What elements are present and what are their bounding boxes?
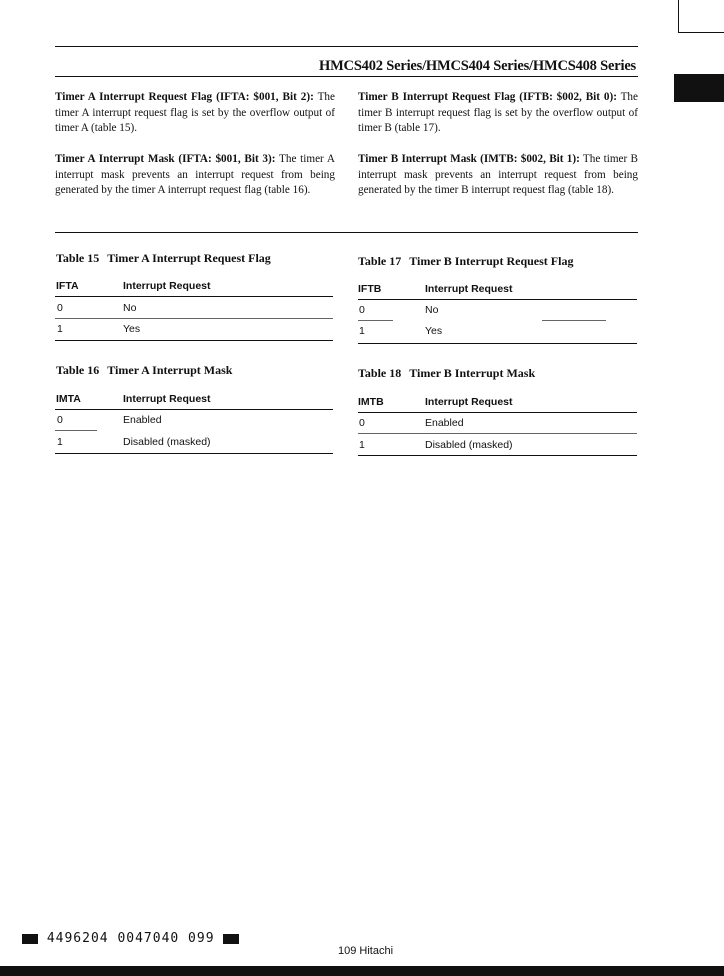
table-number: Table 18 (358, 366, 402, 380)
table-cell: Disabled (masked) (425, 439, 513, 451)
table-rule (358, 455, 637, 456)
table-cell: No (425, 304, 439, 316)
table-rule (358, 433, 637, 434)
table-18-caption (358, 366, 535, 381)
table-cell: 1 (359, 439, 365, 451)
header-rule-bottom (55, 76, 638, 77)
table-title: Timer A Interrupt Mask (107, 363, 233, 377)
table-cell: 0 (57, 302, 63, 314)
table-16-col2: Interrupt Request (123, 393, 211, 405)
table-17-col2: Interrupt Request (425, 283, 513, 295)
barcode-text: 4496204 0047040 099 (46, 931, 215, 946)
paragraph-heading: Timer A Interrupt Request Flag (IFTA: $001, Bit 2): (55, 91, 314, 103)
table-15-caption (56, 251, 271, 266)
table-cell: 1 (57, 436, 63, 448)
table-cell: 1 (57, 323, 63, 335)
thumb-tab-marker (674, 74, 724, 102)
page-header-title: HMCS402 Series/HMCS404 Series/HMCS408 Series (318, 58, 636, 74)
table-cell: Yes (123, 323, 141, 335)
paragraph-body: The timer B interrupt mask prevents an interrupt request from being generated by the timer B interrupt request flag (table 18). (358, 153, 638, 196)
table-rule (55, 296, 333, 297)
table-18-col1: IMTB (358, 396, 384, 408)
table-cell: 1 (359, 325, 365, 337)
paragraph-heading: Timer B Interrupt Request Flag (IFTB: $002, Bit 0): (358, 91, 617, 103)
table-rule (358, 320, 393, 321)
table-rule (358, 343, 637, 344)
barcode-mark (22, 934, 38, 944)
table-cell: Yes (425, 325, 443, 337)
margin-line (678, 32, 724, 33)
paragraph-imtb (358, 152, 638, 199)
table-cell: 0 (359, 304, 365, 316)
table-16-caption (56, 363, 232, 378)
header-rule-top (55, 46, 638, 47)
table-title: Timer A Interrupt Request Flag (107, 251, 271, 265)
margin-line (678, 0, 679, 32)
table-rule (55, 409, 333, 410)
table-rule (358, 412, 637, 413)
table-rule (55, 318, 333, 319)
bottom-edge-bar (0, 966, 724, 976)
table-rule (542, 320, 606, 321)
section-separator (55, 232, 638, 233)
paragraph-ifta (55, 90, 335, 137)
table-17-col1: IFTB (358, 283, 382, 295)
table-cell: Enabled (123, 414, 162, 426)
table-rule (55, 430, 97, 431)
table-17-caption (358, 254, 573, 269)
table-cell: 0 (359, 417, 365, 429)
table-cell: Disabled (masked) (123, 436, 211, 448)
table-rule (358, 299, 637, 300)
table-cell: 0 (57, 414, 63, 426)
barcode-mark (223, 934, 239, 944)
paragraph-body: The timer A interrupt request flag is set by the overflow output of timer A (table 15). (55, 91, 335, 134)
table-18-col2: Interrupt Request (425, 396, 513, 408)
table-cell: Enabled (425, 417, 464, 429)
barcode-line (22, 931, 239, 946)
table-rule (55, 340, 333, 341)
table-number: Table 17 (358, 254, 402, 268)
table-title: Timer B Interrupt Mask (409, 366, 536, 380)
table-rule (55, 453, 333, 454)
table-title: Timer B Interrupt Request Flag (409, 254, 574, 268)
paragraph-imta (55, 152, 335, 199)
table-15-col2: Interrupt Request (123, 280, 211, 292)
paragraph-body: The timer A interrupt mask prevents an interrupt request from being generated by the timer A interrupt request flag (table 16). (55, 153, 336, 196)
page-number: 109 Hitachi (338, 945, 394, 957)
paragraph-body: The timer B interrupt request flag is set by the overflow output of timer B (table 17). (358, 91, 638, 134)
paragraph-heading: Timer A Interrupt Mask (IFTA: $001, Bit 3): (55, 153, 276, 165)
table-15-col1: IFTA (56, 280, 79, 292)
table-number: Table 15 (56, 251, 100, 265)
table-16-col1: IMTA (56, 393, 81, 405)
table-number: Table 16 (56, 363, 100, 377)
paragraph-heading: Timer B Interrupt Mask (IMTB: $002, Bit 1): (358, 153, 580, 165)
table-cell: No (123, 302, 137, 314)
paragraph-iftb (358, 90, 638, 137)
